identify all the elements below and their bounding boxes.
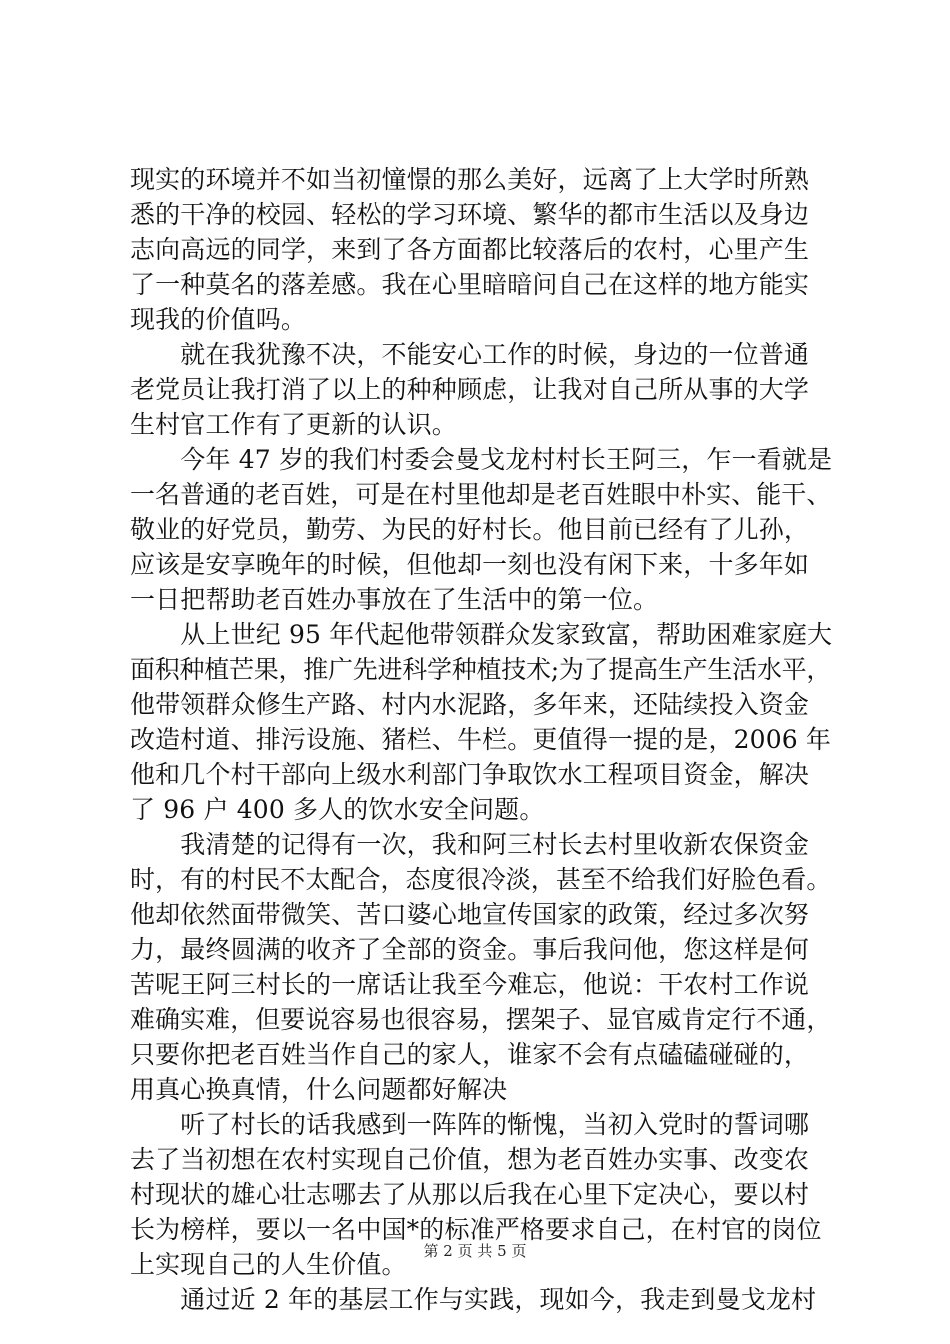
text-line: 听了村长的话我感到一阵阵的惭愧，当初入党时的誓词哪 bbox=[130, 1110, 810, 1139]
text-line: 现我的价值吗。 bbox=[130, 305, 307, 334]
text-line: 他和几个村干部向上级水利部门争取饮水工程项目资金，解决 bbox=[130, 760, 810, 789]
text-line: 他带领群众修生产路、村内水泥路，多年来，还陆续投入资金 bbox=[130, 690, 810, 719]
text-line: 今年 47 岁的我们村委会曼戈龙村村长王阿三，乍一看就是 bbox=[130, 445, 833, 474]
text-line: 敬业的好党员，勤劳、为民的好村长。他目前已经有了儿孙， bbox=[130, 515, 810, 544]
text-line: 悉的干净的校园、轻松的学习环境、繁华的都市生活以及身边 bbox=[130, 200, 810, 229]
text-line: 面积种植芒果，推广先进科学种植技术;为了提高生产生活水平， bbox=[130, 655, 832, 684]
text-line: 时，有的村民不太配合，态度很冷淡，甚至不给我们好脸色看。 bbox=[130, 865, 832, 894]
text-line: 应该是安享晚年的时候，但他却一刻也没有闲下来，十多年如 bbox=[130, 550, 810, 579]
text-line: 他却依然面带微笑、苦口婆心地宣传国家的政策，经过多次努 bbox=[130, 900, 810, 929]
text-line: 只要你把老百姓当作自己的家人，谁家不会有点磕磕碰碰的， bbox=[130, 1040, 810, 1069]
text-line: 一日把帮助老百姓办事放在了生活中的第一位。 bbox=[130, 585, 659, 614]
text-line: 用真心换真情，什么问题都好解决 bbox=[130, 1075, 508, 1104]
text-line: 改造村道、排污设施、猪栏、牛栏。更值得一提的是，2006 年 bbox=[130, 725, 832, 754]
text-line: 了 96 户 400 多人的饮水安全问题。 bbox=[130, 795, 545, 824]
text-line: 就在我犹豫不决，不能安心工作的时候，身边的一位普通 bbox=[130, 340, 810, 369]
text-line: 从上世纪 95 年代起他带领群众发家致富，帮助困难家庭大 bbox=[130, 620, 833, 649]
text-line: 生村官工作有了更新的认识。 bbox=[130, 410, 457, 439]
text-line: 上实现自己的人生价值。 bbox=[130, 1250, 407, 1279]
text-line: 难确实难，但要说容易也很容易，摆架子、显官威肯定行不通， bbox=[130, 1005, 832, 1034]
text-line: 志向高远的同学，来到了各方面都比较落后的农村，心里产生 bbox=[130, 235, 810, 264]
text-line: 村现状的雄心壮志哪去了从那以后我在心里下定决心，要以村 bbox=[130, 1180, 810, 1209]
text-line: 我清楚的记得有一次，我和阿三村长去村里收新农保资金 bbox=[130, 830, 810, 859]
text-line: 力，最终圆满的收齐了全部的资金。事后我问他，您这样是何 bbox=[130, 935, 810, 964]
text-line: 苦呢王阿三村长的一席话让我至今难忘，他说：干农村工作说 bbox=[130, 970, 810, 999]
text-line: 现实的环境并不如当初憧憬的那么美好，远离了上大学时所熟 bbox=[130, 165, 810, 194]
text-line: 了一种莫名的落差感。我在心里暗暗问自己在这样的地方能实 bbox=[130, 270, 810, 299]
page-footer: 第 2 页 共 5 页 bbox=[423, 1242, 527, 1260]
document-body bbox=[130, 162, 832, 1317]
text-line: 去了当初想在农村实现自己价值，想为老百姓办实事、改变农 bbox=[130, 1145, 810, 1174]
text-line: 通过近 2 年的基层工作与实践，现如今，我走到曼戈龙村 bbox=[130, 1285, 817, 1314]
text-line: 老党员让我打消了以上的种种顾虑，让我对自己所从事的大学 bbox=[130, 375, 810, 404]
text-line: 一名普通的老百姓，可是在村里他却是老百姓眼中朴实、能干、 bbox=[130, 480, 832, 509]
text-line: 长为榜样，要以一名中国*的标准严格要求自己，在村官的岗位 bbox=[130, 1215, 822, 1244]
